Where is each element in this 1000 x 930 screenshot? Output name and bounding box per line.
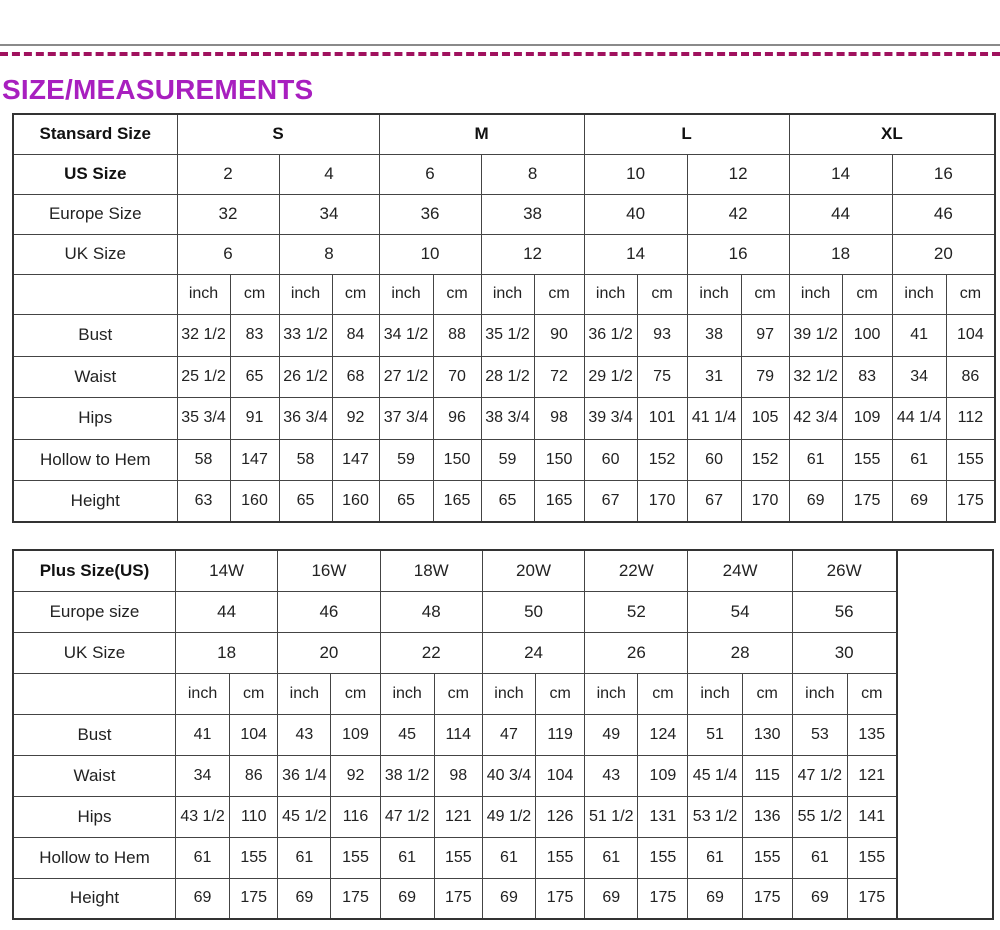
plus-unit-inch-cell: inch [688, 673, 742, 714]
plus-measurement-row [13, 878, 993, 919]
measurement-label: Hips [13, 397, 177, 439]
plus-measurement-value: 155 [536, 837, 585, 878]
us-size-cell: 16 [892, 154, 995, 194]
measurement-row [13, 439, 995, 480]
measurement-value: 59 [481, 439, 534, 480]
uk-size-cell: 8 [279, 234, 379, 274]
plus-measurement-value: 53 [792, 714, 847, 755]
measurement-value: 27 1/2 [379, 356, 433, 397]
measurement-value: 38 3/4 [481, 397, 534, 439]
measurement-value: 79 [741, 356, 789, 397]
plus-measurement-value: 155 [331, 837, 380, 878]
measurement-value: 104 [946, 314, 995, 356]
plus-measurement-value: 69 [688, 878, 742, 919]
plus-measurement-value: 43 1/2 [175, 796, 229, 837]
plus-unit-cm-cell: cm [230, 673, 278, 714]
uk-size-cell: 16 [687, 234, 789, 274]
measurement-value: 83 [842, 356, 892, 397]
measurement-value: 84 [332, 314, 379, 356]
measurement-value: 83 [230, 314, 279, 356]
uk-size-cell: 6 [177, 234, 279, 274]
plus-measurement-value: 69 [175, 878, 229, 919]
plus-measurement-value: 141 [847, 796, 896, 837]
plus-unit-inch-cell: inch [175, 673, 229, 714]
plus-measurement-value: 61 [688, 837, 742, 878]
plus-measurement-row [13, 714, 993, 755]
unit-inch-cell: inch [481, 274, 534, 314]
measurement-value: 69 [789, 480, 842, 522]
size-group-header: L [584, 114, 789, 154]
plus-us-size-cell: 20W [482, 550, 584, 591]
measurement-value: 38 [687, 314, 741, 356]
page-title: SIZE/MEASUREMENTS [2, 74, 314, 105]
measurement-value: 160 [332, 480, 379, 522]
unit-cm-cell: cm [534, 274, 584, 314]
measurement-value: 91 [230, 397, 279, 439]
measurement-row [13, 480, 995, 522]
measurement-value: 32 1/2 [177, 314, 230, 356]
measurement-value: 61 [892, 439, 946, 480]
plus-measurement-value: 175 [638, 878, 688, 919]
measurement-value: 60 [687, 439, 741, 480]
size-group-row [13, 114, 995, 154]
unit-inch-cell: inch [789, 274, 842, 314]
unit-inch-cell: inch [379, 274, 433, 314]
plus-measurement-label: Height [13, 878, 175, 919]
plus-uk-size-cell: 30 [792, 632, 896, 673]
measurement-value: 28 1/2 [481, 356, 534, 397]
plus-measurement-value: 109 [638, 755, 688, 796]
top-divider [0, 44, 1000, 46]
plus-uk-size-cell: 24 [482, 632, 584, 673]
plus-measurement-value: 49 1/2 [482, 796, 535, 837]
measurement-value: 112 [946, 397, 995, 439]
plus-measurement-value: 155 [742, 837, 792, 878]
unit-row-blank [13, 274, 177, 314]
measurement-value: 97 [741, 314, 789, 356]
measurement-value: 37 3/4 [379, 397, 433, 439]
plus-unit-cm-cell: cm [847, 673, 896, 714]
measurement-value: 155 [842, 439, 892, 480]
plus-measurement-value: 69 [278, 878, 331, 919]
plus-measurement-value: 61 [482, 837, 535, 878]
plus-unit-row-blank [13, 673, 175, 714]
plus-us-size-cell: 22W [585, 550, 688, 591]
us-size-cell: 8 [481, 154, 584, 194]
us-size-cell: 4 [279, 154, 379, 194]
plus-uk-size-cell: 20 [278, 632, 380, 673]
plus-measurement-value: 45 1/4 [688, 755, 742, 796]
measurement-value: 39 1/2 [789, 314, 842, 356]
measurement-label: Bust [13, 314, 177, 356]
plus-measurement-value: 136 [742, 796, 792, 837]
plus-measurement-value: 121 [847, 755, 896, 796]
unit-cm-cell: cm [230, 274, 279, 314]
plus-us-size-cell: 24W [688, 550, 792, 591]
measurement-value: 42 3/4 [789, 397, 842, 439]
measurement-value: 155 [946, 439, 995, 480]
measurement-value: 100 [842, 314, 892, 356]
plus-measurement-value: 130 [742, 714, 792, 755]
plus-europe-size-cell: 50 [482, 591, 584, 632]
unit-row [13, 274, 995, 314]
measurement-value: 34 1/2 [379, 314, 433, 356]
size-group-header: S [177, 114, 379, 154]
measurement-value: 63 [177, 480, 230, 522]
plus-unit-inch-cell: inch [585, 673, 638, 714]
measurement-value: 35 3/4 [177, 397, 230, 439]
plus-measurement-value: 45 1/2 [278, 796, 331, 837]
plus-unit-inch-cell: inch [278, 673, 331, 714]
unit-cm-cell: cm [637, 274, 687, 314]
plus-us-size-row [13, 550, 993, 591]
blank-area [897, 550, 993, 919]
plus-measurement-value: 104 [230, 714, 278, 755]
measurement-value: 44 1/4 [892, 397, 946, 439]
measurement-value: 41 1/4 [687, 397, 741, 439]
measurement-value: 72 [534, 356, 584, 397]
plus-measurement-value: 53 1/2 [688, 796, 742, 837]
europe-size-cell: 42 [687, 194, 789, 234]
unit-cm-cell: cm [946, 274, 995, 314]
measurement-value: 65 [481, 480, 534, 522]
plus-uk-size-cell: 22 [380, 632, 482, 673]
europe-size-cell: 32 [177, 194, 279, 234]
unit-inch-cell: inch [687, 274, 741, 314]
unit-cm-cell: cm [842, 274, 892, 314]
plus-measurement-value: 61 [792, 837, 847, 878]
measurement-value: 39 3/4 [584, 397, 637, 439]
plus-measurement-value: 115 [742, 755, 792, 796]
standard-size-label: Stansard Size [13, 114, 177, 154]
plus-measurement-value: 175 [536, 878, 585, 919]
plus-measurement-value: 61 [585, 837, 638, 878]
plus-measurement-value: 175 [331, 878, 380, 919]
plus-measurement-value: 38 1/2 [380, 755, 434, 796]
measurement-value: 150 [433, 439, 481, 480]
plus-measurement-value: 124 [638, 714, 688, 755]
measurement-value: 29 1/2 [584, 356, 637, 397]
measurement-value: 147 [332, 439, 379, 480]
measurement-value: 70 [433, 356, 481, 397]
plus-measurement-value: 92 [331, 755, 380, 796]
unit-cm-cell: cm [332, 274, 379, 314]
plus-unit-cm-cell: cm [536, 673, 585, 714]
uk-size-cell: 20 [892, 234, 995, 274]
unit-inch-cell: inch [892, 274, 946, 314]
measurement-value: 101 [637, 397, 687, 439]
measurement-value: 175 [946, 480, 995, 522]
size-group-header: M [379, 114, 584, 154]
plus-europe-size-cell: 52 [585, 591, 688, 632]
plus-europe-size-cell: 48 [380, 591, 482, 632]
measurement-label: Height [13, 480, 177, 522]
plus-measurement-value: 155 [434, 837, 482, 878]
plus-uk-size-cell: 28 [688, 632, 792, 673]
plus-measurement-value: 36 1/4 [278, 755, 331, 796]
plus-measurement-value: 135 [847, 714, 896, 755]
plus-measurement-value: 69 [585, 878, 638, 919]
plus-measurement-value: 155 [638, 837, 688, 878]
measurement-value: 147 [230, 439, 279, 480]
measurement-value: 88 [433, 314, 481, 356]
europe-size-cell: 34 [279, 194, 379, 234]
plus-measurement-value: 175 [434, 878, 482, 919]
plus-measurement-value: 40 3/4 [482, 755, 535, 796]
standard-size-table [12, 113, 996, 523]
plus-measurement-value: 104 [536, 755, 585, 796]
measurement-value: 90 [534, 314, 584, 356]
measurement-value: 165 [433, 480, 481, 522]
plus-europe-size-label: Europe size [13, 591, 175, 632]
measurement-value: 33 1/2 [279, 314, 332, 356]
measurement-value: 26 1/2 [279, 356, 332, 397]
plus-unit-cm-cell: cm [331, 673, 380, 714]
plus-us-size-cell: 16W [278, 550, 380, 591]
measurement-value: 69 [892, 480, 946, 522]
measurement-value: 25 1/2 [177, 356, 230, 397]
measurement-value: 75 [637, 356, 687, 397]
plus-unit-row [13, 673, 993, 714]
measurement-value: 35 1/2 [481, 314, 534, 356]
plus-measurement-value: 119 [536, 714, 585, 755]
plus-unit-inch-cell: inch [482, 673, 535, 714]
plus-unit-inch-cell: inch [380, 673, 434, 714]
size-group-header: XL [789, 114, 995, 154]
plus-measurement-label: Hips [13, 796, 175, 837]
plus-measurement-value: 69 [792, 878, 847, 919]
uk-size-label: UK Size [13, 234, 177, 274]
europe-size-row [13, 194, 995, 234]
measurement-value: 59 [379, 439, 433, 480]
uk-size-cell: 18 [789, 234, 892, 274]
measurement-label: Hollow to Hem [13, 439, 177, 480]
measurement-row [13, 397, 995, 439]
plus-unit-inch-cell: inch [792, 673, 847, 714]
us-size-cell: 2 [177, 154, 279, 194]
europe-size-cell: 40 [584, 194, 687, 234]
measurement-value: 58 [279, 439, 332, 480]
uk-size-cell: 10 [379, 234, 481, 274]
unit-inch-cell: inch [584, 274, 637, 314]
plus-uk-size-cell: 26 [585, 632, 688, 673]
plus-europe-size-cell: 56 [792, 591, 896, 632]
measurement-value: 58 [177, 439, 230, 480]
plus-measurement-value: 47 1/2 [792, 755, 847, 796]
measurement-value: 67 [687, 480, 741, 522]
europe-size-cell: 36 [379, 194, 481, 234]
plus-measurement-row [13, 837, 993, 878]
europe-size-label: Europe Size [13, 194, 177, 234]
measurement-value: 61 [789, 439, 842, 480]
plus-europe-size-cell: 46 [278, 591, 380, 632]
measurement-value: 109 [842, 397, 892, 439]
plus-measurement-label: Waist [13, 755, 175, 796]
measurement-value: 93 [637, 314, 687, 356]
plus-size-table [12, 549, 994, 920]
measurement-value: 34 [892, 356, 946, 397]
plus-unit-cm-cell: cm [638, 673, 688, 714]
plus-measurement-value: 47 1/2 [380, 796, 434, 837]
plus-measurement-value: 43 [585, 755, 638, 796]
measurement-row [13, 356, 995, 397]
measurement-value: 36 1/2 [584, 314, 637, 356]
measurement-value: 152 [741, 439, 789, 480]
plus-us-size-cell: 18W [380, 550, 482, 591]
plus-measurement-value: 51 [688, 714, 742, 755]
uk-size-row [13, 234, 995, 274]
measurement-label: Waist [13, 356, 177, 397]
measurement-value: 36 3/4 [279, 397, 332, 439]
plus-us-size-cell: 26W [792, 550, 896, 591]
plus-measurement-value: 43 [278, 714, 331, 755]
plus-measurement-value: 47 [482, 714, 535, 755]
measurement-value: 41 [892, 314, 946, 356]
plus-measurement-value: 69 [380, 878, 434, 919]
plus-measurement-value: 86 [230, 755, 278, 796]
plus-measurement-value: 109 [331, 714, 380, 755]
unit-inch-cell: inch [279, 274, 332, 314]
europe-size-cell: 38 [481, 194, 584, 234]
plus-measurement-value: 61 [278, 837, 331, 878]
plus-unit-cm-cell: cm [742, 673, 792, 714]
plus-measurement-value: 116 [331, 796, 380, 837]
us-size-row [13, 154, 995, 194]
measurement-value: 175 [842, 480, 892, 522]
measurement-value: 68 [332, 356, 379, 397]
measurement-value: 152 [637, 439, 687, 480]
unit-cm-cell: cm [433, 274, 481, 314]
plus-measurement-value: 61 [175, 837, 229, 878]
plus-measurement-value: 55 1/2 [792, 796, 847, 837]
us-size-label: US Size [13, 154, 177, 194]
measurement-value: 96 [433, 397, 481, 439]
plus-measurement-value: 45 [380, 714, 434, 755]
plus-measurement-value: 126 [536, 796, 585, 837]
measurement-value: 65 [279, 480, 332, 522]
plus-uk-size-row [13, 632, 993, 673]
plus-measurement-label: Bust [13, 714, 175, 755]
plus-measurement-label: Hollow to Hem [13, 837, 175, 878]
measurement-value: 32 1/2 [789, 356, 842, 397]
measurement-value: 170 [741, 480, 789, 522]
plus-measurement-row [13, 755, 993, 796]
plus-measurement-row [13, 796, 993, 837]
plus-measurement-value: 131 [638, 796, 688, 837]
measurement-row [13, 314, 995, 356]
dashed-divider [0, 52, 1000, 56]
measurement-value: 86 [946, 356, 995, 397]
plus-us-size-cell: 14W [175, 550, 277, 591]
uk-size-cell: 14 [584, 234, 687, 274]
plus-size-label: Plus Size(US) [13, 550, 175, 591]
measurement-value: 150 [534, 439, 584, 480]
us-size-cell: 14 [789, 154, 892, 194]
plus-unit-cm-cell: cm [434, 673, 482, 714]
measurement-value: 31 [687, 356, 741, 397]
plus-measurement-value: 114 [434, 714, 482, 755]
plus-measurement-value: 61 [380, 837, 434, 878]
plus-measurement-value: 98 [434, 755, 482, 796]
plus-measurement-value: 51 1/2 [585, 796, 638, 837]
plus-uk-size-label: UK Size [13, 632, 175, 673]
plus-measurement-value: 49 [585, 714, 638, 755]
plus-measurement-value: 175 [847, 878, 896, 919]
plus-measurement-value: 34 [175, 755, 229, 796]
plus-measurement-value: 121 [434, 796, 482, 837]
measurement-value: 170 [637, 480, 687, 522]
plus-measurement-value: 155 [847, 837, 896, 878]
plus-measurement-value: 175 [742, 878, 792, 919]
measurement-value: 165 [534, 480, 584, 522]
measurement-value: 67 [584, 480, 637, 522]
measurement-value: 92 [332, 397, 379, 439]
unit-inch-cell: inch [177, 274, 230, 314]
plus-europe-size-cell: 54 [688, 591, 792, 632]
plus-measurement-value: 155 [230, 837, 278, 878]
europe-size-cell: 46 [892, 194, 995, 234]
uk-size-cell: 12 [481, 234, 584, 274]
plus-uk-size-cell: 18 [175, 632, 277, 673]
measurement-value: 60 [584, 439, 637, 480]
plus-europe-size-cell: 44 [175, 591, 277, 632]
plus-measurement-value: 110 [230, 796, 278, 837]
plus-measurement-value: 175 [230, 878, 278, 919]
measurement-value: 98 [534, 397, 584, 439]
unit-cm-cell: cm [741, 274, 789, 314]
plus-measurement-value: 69 [482, 878, 535, 919]
measurement-value: 65 [379, 480, 433, 522]
us-size-cell: 12 [687, 154, 789, 194]
measurement-value: 105 [741, 397, 789, 439]
plus-europe-size-row [13, 591, 993, 632]
plus-measurement-value: 41 [175, 714, 229, 755]
measurement-value: 65 [230, 356, 279, 397]
measurement-value: 160 [230, 480, 279, 522]
us-size-cell: 6 [379, 154, 481, 194]
us-size-cell: 10 [584, 154, 687, 194]
europe-size-cell: 44 [789, 194, 892, 234]
